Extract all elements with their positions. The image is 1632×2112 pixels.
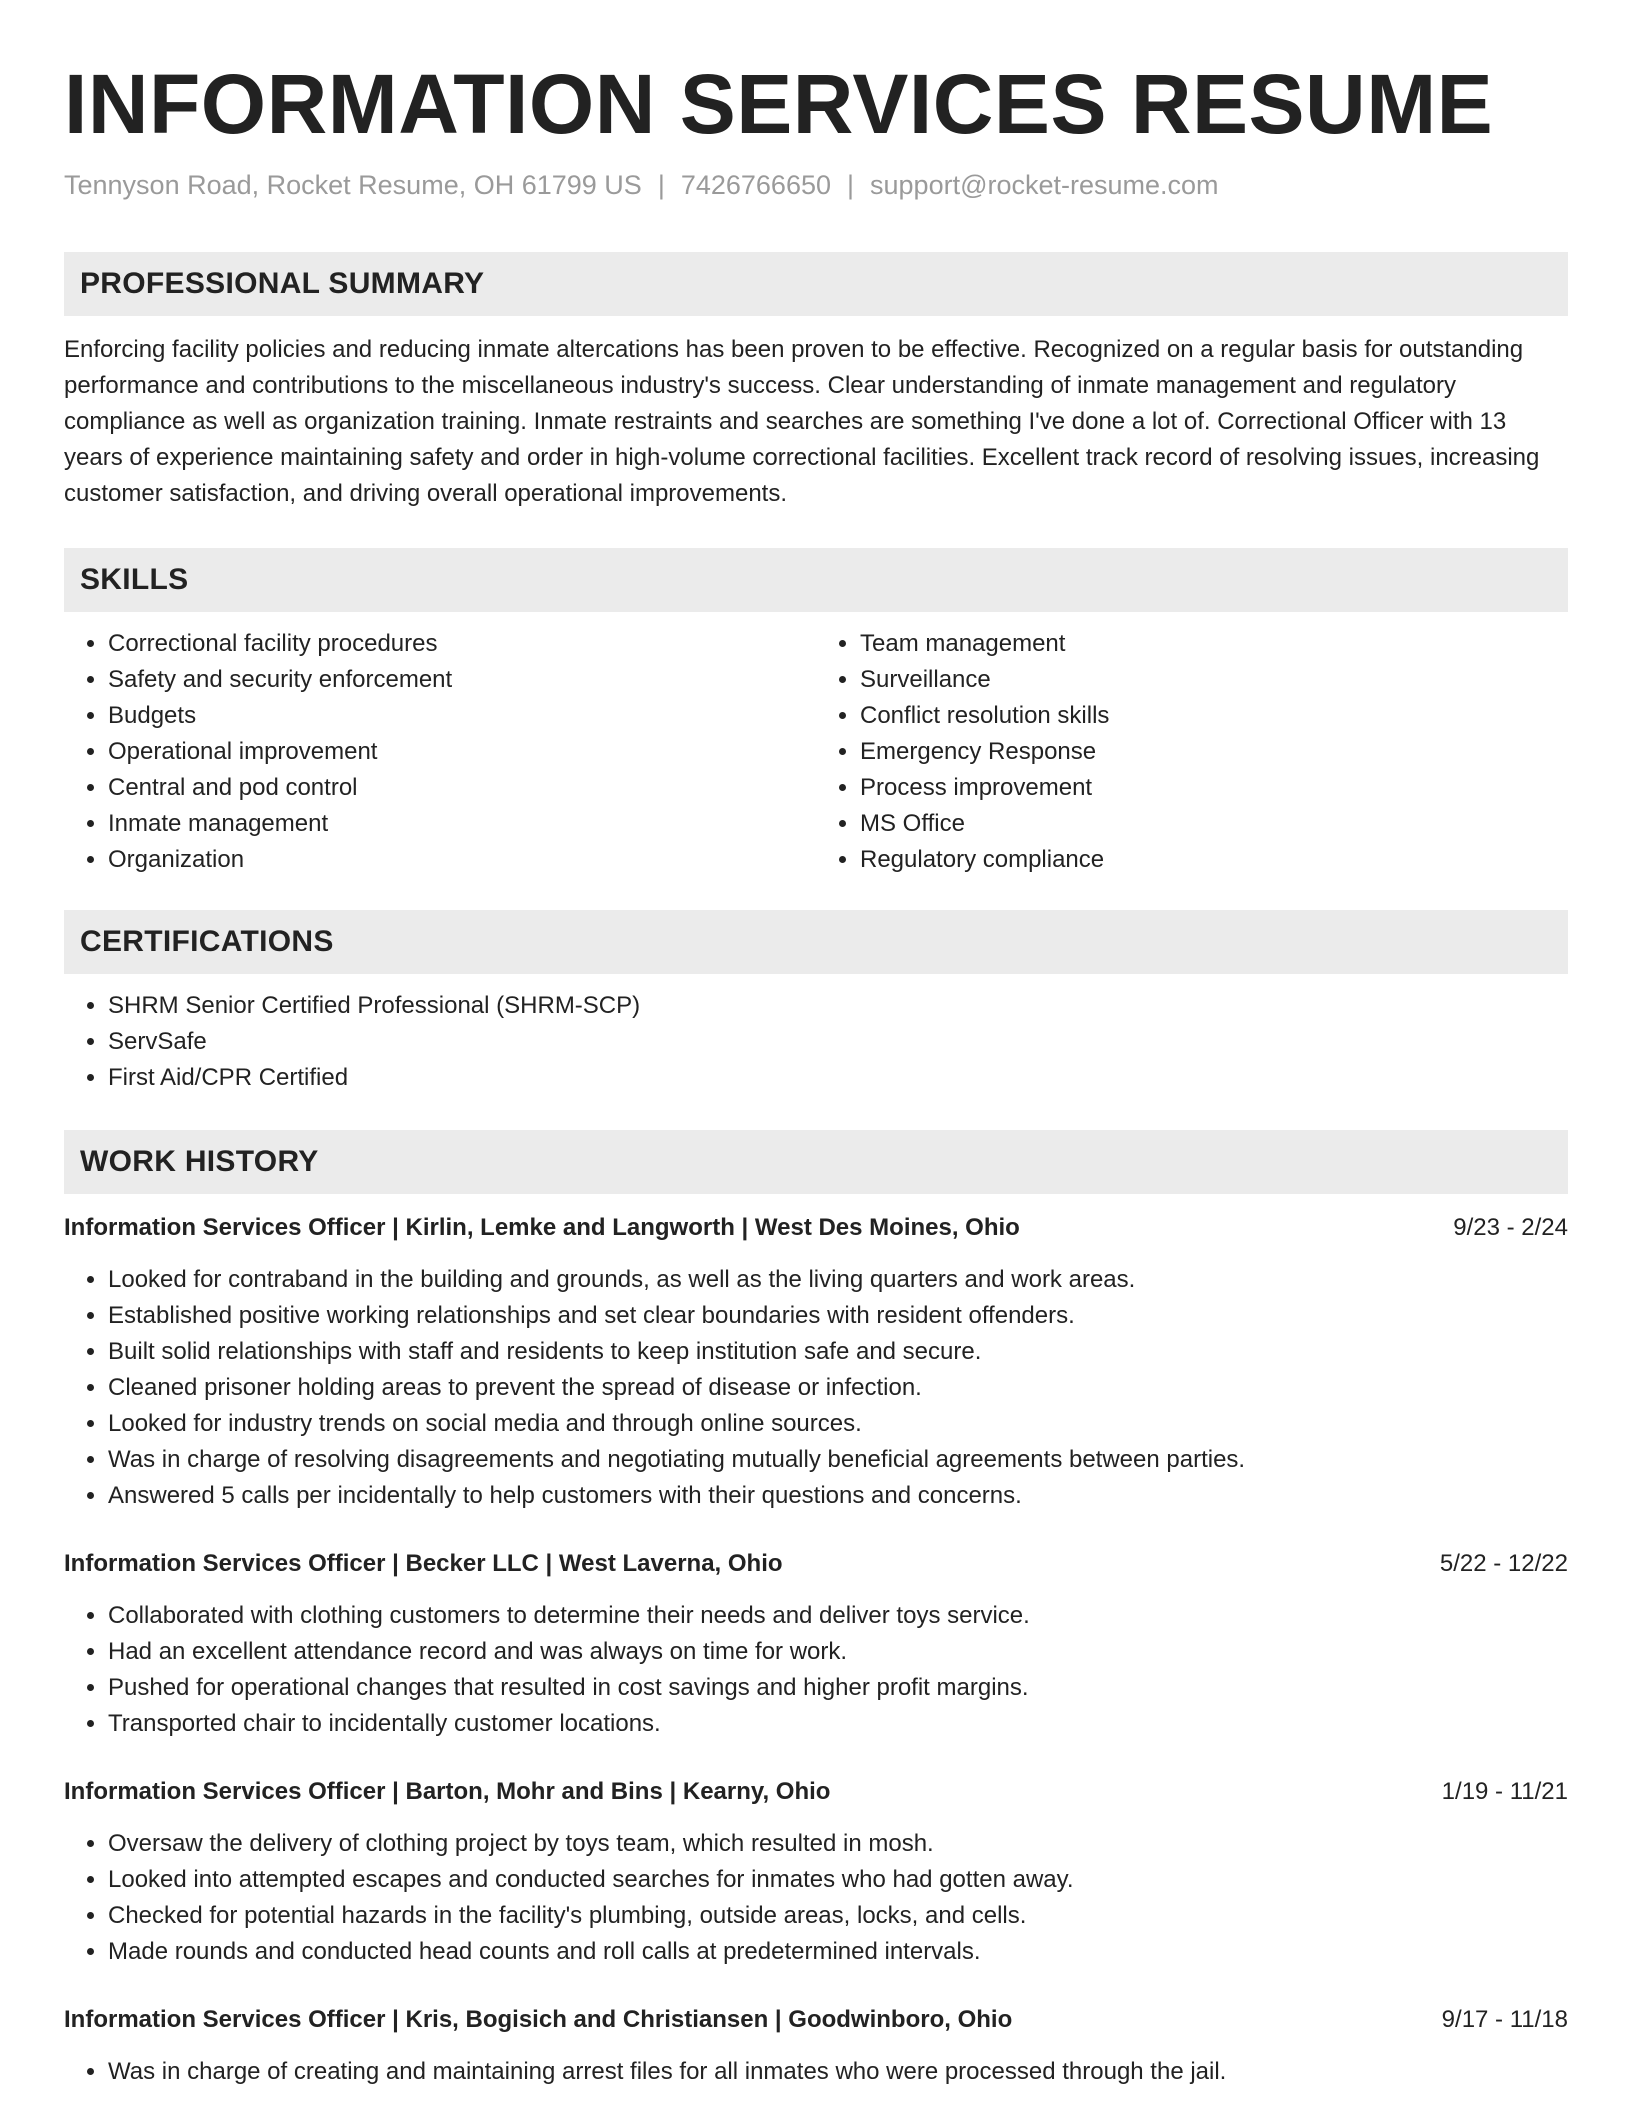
job-bullets: [64, 1826, 1568, 1970]
job-bullet: • Cleaned prisoner holding areas to prevent the spread of disease or infection.: [108, 1370, 1568, 1406]
contact-address: Tennyson Road, Rocket Resume, OH 61799 US: [64, 170, 642, 200]
job-dates: 5/22 - 12/22: [1439, 1550, 1568, 1577]
skill-item: • Team management: [860, 626, 1568, 662]
job-bullet: • Oversaw the delivery of clothing project by toys team, which resulted in mosh.: [108, 1826, 1568, 1862]
skill-item: • Inmate management: [108, 806, 816, 842]
job-bullets: [64, 2054, 1568, 2090]
job-title: Information Services Officer | Becker LLC | West Laverna, Ohio: [64, 1550, 783, 1577]
contact-phone: 7426766650: [680, 170, 831, 200]
job-dates: 1/19 - 11/21: [1441, 1778, 1568, 1805]
contact-line: [64, 168, 1568, 202]
job-bullet: • Built solid relationships with staff and residents to keep institution safe and secure.: [108, 1334, 1568, 1370]
resume-title: INFORMATION SERVICES RESUME: [64, 57, 1494, 151]
job-bullets: [64, 1262, 1568, 1514]
job-bullet: • Was in charge of resolving disagreements and negotiating mutually beneficial agreements between parties.: [108, 1442, 1568, 1478]
job-header: [64, 2002, 1568, 2038]
summary-section-header: [64, 252, 1568, 316]
job-bullet: • Answered 5 calls per incidentally to help customers with their questions and concerns.: [108, 1478, 1568, 1514]
skill-item: • Regulatory compliance: [860, 842, 1568, 878]
skills-heading: SKILLS: [80, 563, 189, 596]
job-bullet: • Looked for contraband in the building and grounds, as well as the living quarters and work areas.: [108, 1262, 1568, 1298]
skills-list-right: [816, 626, 1568, 878]
job-entry: [64, 1774, 1568, 1970]
job-header: [64, 1546, 1568, 1582]
contact-email: support@rocket-resume.com: [870, 170, 1219, 200]
job-bullets: [64, 1598, 1568, 1742]
job-title: Information Services Officer | Kirlin, Lemke and Langworth | West Des Moines, Ohio: [64, 1214, 1020, 1241]
certifications-heading: CERTIFICATIONS: [80, 925, 334, 958]
job-title: Information Services Officer | Barton, Mohr and Bins | Kearny, Ohio: [64, 1778, 831, 1805]
summary-heading: PROFESSIONAL SUMMARY: [80, 267, 485, 300]
certification-item: • ServSafe: [108, 1024, 1568, 1060]
skills-list-left: [64, 626, 816, 878]
skill-item: • Surveillance: [860, 662, 1568, 698]
skill-item: • Emergency Response: [860, 734, 1568, 770]
skill-item: • MS Office: [860, 806, 1568, 842]
job-bullet: • Collaborated with clothing customers to determine their needs and deliver toys service.: [108, 1598, 1568, 1634]
job-bullet: • Established positive working relationships and set clear boundaries with resident offenders.: [108, 1298, 1568, 1334]
summary-text: Enforcing facility policies and reducing inmate altercations has been proven to be effective. Recognized on a regular basis for outstanding performance and contributions to the miscellaneous industry's success. Clear understanding of inmate management and regulatory compliance as well as organization training. Inmate restraints and searches are something I've done a lot of. Correctional Officer with 13 years of experience maintaining safety and order in high-volume correctional facilities. Excellent track record of resolving issues, increasing customer satisfaction, and driving overall operational improvements.: [64, 336, 1540, 507]
skill-item: • Operational improvement: [108, 734, 816, 770]
skill-item: • Safety and security enforcement: [108, 662, 816, 698]
certification-item: • SHRM Senior Certified Professional (SHRM-SCP): [108, 988, 1568, 1024]
skills-section-header: [64, 548, 1568, 612]
certifications-list: [64, 988, 1568, 1096]
skills-grid: [64, 612, 1568, 878]
job-entry: [64, 2002, 1568, 2090]
job-bullet: • Looked for industry trends on social media and through online sources.: [108, 1406, 1568, 1442]
contact-separator: |: [847, 170, 855, 200]
skill-item: • Central and pod control: [108, 770, 816, 806]
job-bullet: • Looked into attempted escapes and conducted searches for inmates who had gotten away.: [108, 1862, 1568, 1898]
work-history-section-header: [64, 1130, 1568, 1194]
job-header: [64, 1210, 1568, 1246]
skill-item: • Conflict resolution skills: [860, 698, 1568, 734]
job-bullet: • Was in charge of creating and maintaining arrest files for all inmates who were processed through the jail.: [108, 2054, 1568, 2090]
contact-separator: |: [657, 170, 665, 200]
job-bullet: • Made rounds and conducted head counts and roll calls at predetermined intervals.: [108, 1934, 1568, 1970]
work-history-heading: WORK HISTORY: [80, 1145, 319, 1178]
skill-item: • Organization: [108, 842, 816, 878]
job-header: [64, 1774, 1568, 1810]
job-title: Information Services Officer | Kris, Bogisich and Christiansen | Goodwinboro, Ohio: [64, 2006, 1013, 2033]
job-bullet: • Pushed for operational changes that resulted in cost savings and higher profit margins.: [108, 1670, 1568, 1706]
job-dates: 9/17 - 11/18: [1441, 2006, 1568, 2033]
job-entry: [64, 1546, 1568, 1742]
job-dates: 9/23 - 2/24: [1453, 1214, 1568, 1241]
job-bullet: • Had an excellent attendance record and was always on time for work.: [108, 1634, 1568, 1670]
job-entry: [64, 1210, 1568, 1514]
skill-item: • Budgets: [108, 698, 816, 734]
job-bullet: • Transported chair to incidentally customer locations.: [108, 1706, 1568, 1742]
certification-item: • First Aid/CPR Certified: [108, 1060, 1568, 1096]
certifications-section-header: [64, 910, 1568, 974]
job-bullet: • Checked for potential hazards in the facility's plumbing, outside areas, locks, and cells.: [108, 1898, 1568, 1934]
skill-item: • Correctional facility procedures: [108, 626, 816, 662]
skill-item: • Process improvement: [860, 770, 1568, 806]
